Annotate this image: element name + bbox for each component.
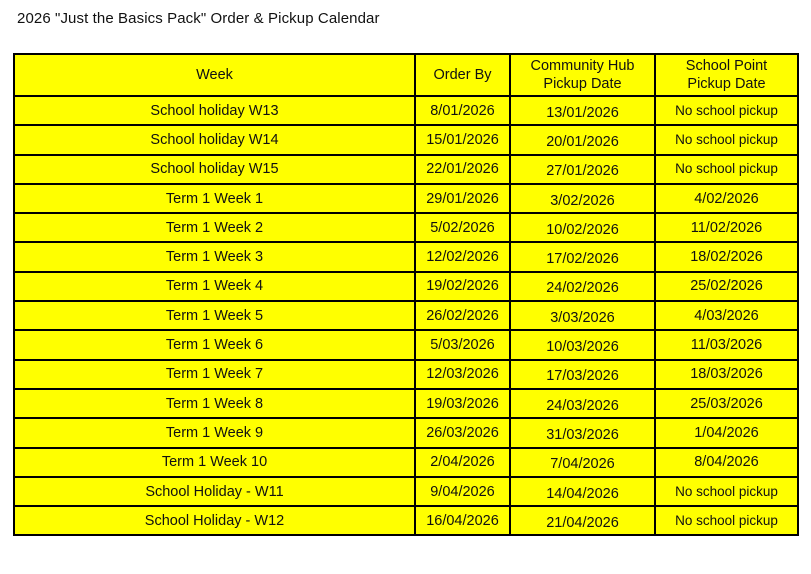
cell-school-point-pickup <box>655 301 798 330</box>
cell-school-point-pickup <box>655 96 798 125</box>
cell-order-by <box>415 242 510 271</box>
table-row <box>14 184 798 213</box>
pickup-calendar-table <box>13 53 799 536</box>
table-row <box>14 506 798 535</box>
cell-school-point-pickup-text: 4/03/2026 <box>694 307 759 324</box>
cell-school-point-pickup <box>655 506 798 535</box>
cell-school-point-pickup-text: 11/02/2026 <box>690 219 763 236</box>
cell-week-text: Term 1 Week 3 <box>165 249 264 266</box>
cell-community-hub-pickup <box>510 389 655 418</box>
cell-school-point-pickup-text: 11/03/2026 <box>690 337 763 354</box>
cell-community-hub-pickup-text: 24/03/2026 <box>546 397 619 414</box>
cell-community-hub-pickup <box>510 477 655 506</box>
cell-community-hub-pickup <box>510 96 655 125</box>
cell-week-text: Term 1 Week 9 <box>165 424 264 441</box>
cell-order-by <box>415 184 510 213</box>
cell-week-text: Term 1 Week 8 <box>165 395 264 412</box>
cell-school-point-pickup <box>655 125 798 154</box>
cell-community-hub-pickup <box>510 155 655 184</box>
cell-week <box>14 360 415 389</box>
cell-community-hub-pickup-text: 27/01/2026 <box>546 163 619 180</box>
column-header-school-line1: School Point <box>685 58 768 74</box>
cell-school-point-pickup-text: 18/02/2026 <box>690 249 763 266</box>
cell-order-by-text: 12/02/2026 <box>426 249 499 266</box>
cell-school-point-pickup-text: 25/03/2026 <box>690 395 763 412</box>
cell-week-text: Term 1 Week 7 <box>165 366 264 383</box>
cell-community-hub-pickup-text: 10/03/2026 <box>546 339 619 356</box>
column-header-hub-line1: Community Hub <box>530 58 635 74</box>
cell-order-by <box>415 96 510 125</box>
cell-school-point-pickup-text: No school pickup <box>675 512 778 528</box>
cell-community-hub-pickup-text: 3/03/2026 <box>550 309 615 326</box>
cell-week <box>14 125 415 154</box>
cell-community-hub-pickup <box>510 125 655 154</box>
table-row <box>14 272 798 301</box>
cell-community-hub-pickup <box>510 448 655 477</box>
cell-week-text: Term 1 Week 5 <box>165 307 264 324</box>
cell-order-by-text: 5/03/2026 <box>430 337 495 354</box>
cell-order-by <box>415 330 510 359</box>
cell-week <box>14 477 415 506</box>
column-header-week: Week <box>14 54 415 96</box>
cell-week-text: Term 1 Week 6 <box>165 337 264 354</box>
cell-community-hub-pickup <box>510 184 655 213</box>
cell-school-point-pickup <box>655 213 798 242</box>
cell-week <box>14 506 415 535</box>
cell-community-hub-pickup-text: 10/02/2026 <box>546 221 619 238</box>
cell-order-by <box>415 360 510 389</box>
cell-community-hub-pickup <box>510 330 655 359</box>
cell-week-text: School holiday W15 <box>150 161 279 178</box>
cell-order-by-text: 19/02/2026 <box>426 278 499 295</box>
cell-week-text: Term 1 Week 1 <box>165 190 264 207</box>
cell-order-by-text: 9/04/2026 <box>430 483 495 500</box>
table-row <box>14 213 798 242</box>
cell-week <box>14 213 415 242</box>
cell-order-by <box>415 213 510 242</box>
cell-order-by-text: 5/02/2026 <box>430 219 495 236</box>
cell-school-point-pickup <box>655 272 798 301</box>
cell-order-by <box>415 389 510 418</box>
cell-community-hub-pickup <box>510 301 655 330</box>
cell-week-text: Term 1 Week 4 <box>165 278 264 295</box>
cell-order-by-text: 19/03/2026 <box>426 395 499 412</box>
cell-community-hub-pickup-text: 24/02/2026 <box>546 280 619 297</box>
cell-week <box>14 389 415 418</box>
cell-community-hub-pickup <box>510 506 655 535</box>
table-row <box>14 448 798 477</box>
cell-community-hub-pickup-text: 7/04/2026 <box>550 456 615 473</box>
cell-school-point-pickup-text: 25/02/2026 <box>690 278 763 295</box>
table-row <box>14 418 798 447</box>
cell-school-point-pickup <box>655 389 798 418</box>
cell-week-text: School Holiday - W11 <box>145 483 284 500</box>
cell-community-hub-pickup <box>510 213 655 242</box>
cell-school-point-pickup <box>655 418 798 447</box>
cell-week <box>14 448 415 477</box>
table-row <box>14 125 798 154</box>
cell-order-by <box>415 301 510 330</box>
table-row <box>14 330 798 359</box>
cell-order-by-text: 22/01/2026 <box>426 161 499 178</box>
table-row <box>14 389 798 418</box>
cell-order-by-text: 2/04/2026 <box>430 454 495 471</box>
cell-order-by <box>415 506 510 535</box>
column-header-community-hub-pickup <box>510 54 655 96</box>
cell-school-point-pickup-text: No school pickup <box>675 161 778 177</box>
column-header-school-point-pickup <box>655 54 798 96</box>
table-row <box>14 360 798 389</box>
cell-order-by-text: 26/03/2026 <box>426 424 499 441</box>
cell-community-hub-pickup-text: 17/02/2026 <box>546 251 619 268</box>
cell-community-hub-pickup-text: 17/03/2026 <box>546 368 619 385</box>
cell-week-text: School holiday W14 <box>150 131 279 148</box>
table-row <box>14 477 798 506</box>
cell-order-by-text: 16/04/2026 <box>426 512 499 529</box>
cell-order-by-text: 26/02/2026 <box>426 307 499 324</box>
cell-school-point-pickup <box>655 448 798 477</box>
cell-school-point-pickup-text: 18/03/2026 <box>690 366 763 383</box>
table-row <box>14 155 798 184</box>
cell-week-text: Term 1 Week 10 <box>161 454 268 471</box>
table-body <box>14 96 798 535</box>
cell-community-hub-pickup <box>510 272 655 301</box>
cell-order-by <box>415 272 510 301</box>
cell-week <box>14 272 415 301</box>
column-header-hub-line2: Pickup Date <box>543 76 622 92</box>
cell-week <box>14 242 415 271</box>
cell-school-point-pickup <box>655 477 798 506</box>
cell-school-point-pickup <box>655 360 798 389</box>
cell-community-hub-pickup-text: 13/01/2026 <box>546 104 619 121</box>
column-header-order-by: Order By <box>415 54 510 96</box>
cell-school-point-pickup-text: 1/04/2026 <box>694 424 759 441</box>
cell-order-by <box>415 477 510 506</box>
cell-order-by <box>415 125 510 154</box>
cell-school-point-pickup-text: 4/02/2026 <box>694 190 759 207</box>
cell-order-by-text: 12/03/2026 <box>426 366 499 383</box>
cell-order-by <box>415 448 510 477</box>
cell-school-point-pickup-text: No school pickup <box>675 102 778 118</box>
cell-school-point-pickup <box>655 155 798 184</box>
cell-community-hub-pickup-text: 21/04/2026 <box>546 514 619 531</box>
cell-school-point-pickup <box>655 184 798 213</box>
cell-community-hub-pickup-text: 3/02/2026 <box>550 192 615 209</box>
table-header-row <box>14 54 798 96</box>
cell-week <box>14 418 415 447</box>
table-row <box>14 242 798 271</box>
cell-week <box>14 301 415 330</box>
cell-week <box>14 184 415 213</box>
cell-week-text: School holiday W13 <box>150 102 279 119</box>
cell-community-hub-pickup-text: 20/01/2026 <box>546 133 619 150</box>
cell-community-hub-pickup <box>510 360 655 389</box>
cell-week <box>14 330 415 359</box>
cell-community-hub-pickup-text: 14/04/2026 <box>546 485 619 502</box>
cell-order-by-text: 8/01/2026 <box>430 102 495 119</box>
cell-school-point-pickup-text: 8/04/2026 <box>694 454 759 471</box>
cell-week <box>14 96 415 125</box>
table-row <box>14 301 798 330</box>
cell-order-by <box>415 155 510 184</box>
cell-week-text: Term 1 Week 2 <box>165 219 264 236</box>
cell-order-by-text: 15/01/2026 <box>426 131 499 148</box>
cell-school-point-pickup-text: No school pickup <box>675 483 778 499</box>
cell-school-point-pickup <box>655 330 798 359</box>
cell-week <box>14 155 415 184</box>
column-header-school-line2: Pickup Date <box>687 76 766 92</box>
cell-week-text: School Holiday - W12 <box>144 512 285 529</box>
table-row <box>14 96 798 125</box>
page-title: 2026 "Just the Basics Pack" Order & Pickup Calendar <box>17 10 380 27</box>
cell-community-hub-pickup <box>510 418 655 447</box>
cell-school-point-pickup <box>655 242 798 271</box>
cell-community-hub-pickup <box>510 242 655 271</box>
cell-school-point-pickup-text: No school pickup <box>675 131 778 147</box>
cell-order-by <box>415 418 510 447</box>
cell-order-by-text: 29/01/2026 <box>426 190 499 207</box>
cell-community-hub-pickup-text: 31/03/2026 <box>546 426 619 443</box>
